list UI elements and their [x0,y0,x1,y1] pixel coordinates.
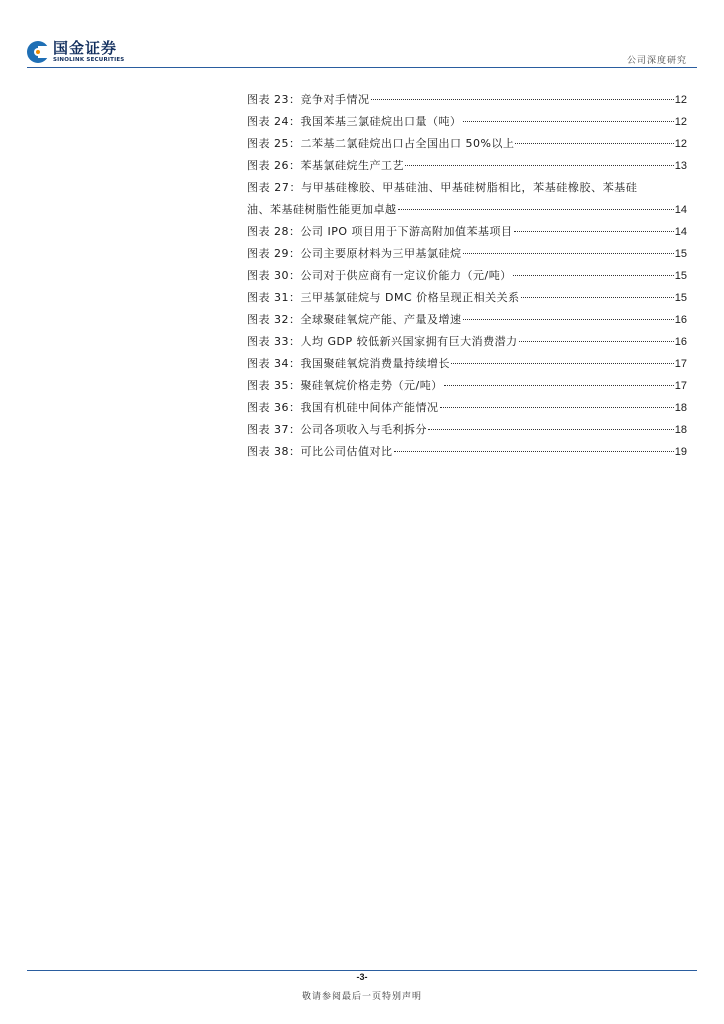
toc-entry-page: 12 [674,138,687,150]
toc-entry-page: 19 [674,446,687,458]
report-type-label: 公司深度研究 [626,56,687,66]
toc-entry-title: 图表 28：公司 IPO 项目用于下游高附加值苯基项目 [247,225,513,238]
header-divider [27,67,697,68]
toc-entry[interactable] [247,287,687,309]
toc-dot-leader [463,252,674,254]
toc-entry-page: 18 [674,424,687,436]
toc-dot-leader [513,274,674,276]
toc-entry-title: 图表 37：公司各项收入与毛利拆分 [247,423,427,436]
toc-dot-leader [371,98,674,100]
toc-entry-page: 17 [674,380,687,392]
logo-icon [27,41,49,63]
toc-entry[interactable] [247,397,687,419]
toc-dot-leader [451,362,674,364]
toc-entry-title: 图表 36：我国有机硅中间体产能情况 [247,401,439,414]
toc-entry-title: 图表 34：我国聚硅氧烷消费量持续增长 [247,357,450,370]
toc-entry-title: 图表 32：全球聚硅氧烷产能、产量及增速 [247,313,462,326]
toc-entry[interactable] [247,89,687,111]
toc-dot-leader [514,230,674,232]
toc-dot-leader [463,120,674,122]
toc-entry-page: 14 [674,226,687,238]
toc-dot-leader [521,296,674,298]
footer-divider [27,970,697,971]
logo-english-name: SINOLINK SECURITIES [53,57,125,63]
toc-dot-leader [444,384,674,386]
toc-dot-leader [440,406,674,408]
toc-entry[interactable] [247,221,687,243]
company-logo [27,40,124,64]
toc-dot-leader [398,208,674,210]
toc-entry-title-line1: 图表 27：与甲基硅橡胶、甲基硅油、甲基硅树脂相比，苯基硅橡胶、苯基硅 [247,181,638,194]
toc-entry-page: 15 [674,292,687,304]
toc-entry[interactable] [247,441,687,463]
toc-dot-leader [394,450,674,452]
toc-entry-page: 13 [674,160,687,172]
toc-entry[interactable] [247,331,687,353]
page-header [0,0,724,70]
toc-entry-page: 14 [674,204,687,216]
toc-entry-title: 图表 30：公司对于供应商有一定议价能力（元/吨） [247,269,512,282]
table-of-figures [247,89,687,463]
toc-entry[interactable] [247,309,687,331]
toc-entry-page: 17 [674,358,687,370]
toc-entry-title: 图表 31：三甲基氯硅烷与 DMC 价格呈现正相关关系 [247,291,520,304]
page-number: -3- [356,972,368,982]
toc-entry[interactable] [247,155,687,177]
toc-dot-leader [463,318,674,320]
toc-entry-title: 油、苯基硅树脂性能更加卓越 [247,203,397,216]
footer-disclaimer: 敬请参阅最后一页特别声明 [301,992,422,1002]
toc-entry-title: 图表 25：二苯基二氯硅烷出口占全国出口 50%以上 [247,137,515,150]
toc-dot-leader [428,428,674,430]
toc-entry-page: 15 [674,248,687,260]
toc-dot-leader [405,164,674,166]
toc-entry[interactable] [247,111,687,133]
toc-entry-page: 15 [674,270,687,282]
toc-entry[interactable] [247,243,687,265]
toc-entry-page: 12 [674,94,687,106]
toc-entry[interactable] [247,133,687,155]
toc-entry-title: 图表 26：苯基氯硅烷生产工艺 [247,159,404,172]
toc-entry[interactable] [247,353,687,375]
toc-entry[interactable] [247,375,687,397]
toc-entry[interactable] [247,265,687,287]
toc-entry-page: 18 [674,402,687,414]
toc-dot-leader [519,340,674,342]
toc-entry-title: 图表 35：聚硅氧烷价格走势（元/吨） [247,379,443,392]
toc-entry-title: 图表 38：可比公司估值对比 [247,445,393,458]
toc-entry-title: 图表 33：人均 GDP 较低新兴国家拥有巨大消费潜力 [247,335,518,348]
toc-entry-title: 图表 29：公司主要原材料为三甲基氯硅烷 [247,247,462,260]
toc-entry[interactable] [247,419,687,441]
toc-entry-page: 16 [674,336,687,348]
toc-entry[interactable] [247,177,687,221]
logo-chinese-name: 国金证券 [53,39,118,57]
toc-entry-title: 图表 24：我国苯基三氯硅烷出口量（吨） [247,115,462,128]
toc-dot-leader [515,142,673,144]
toc-entry-title: 图表 23：竞争对手情况 [247,93,370,106]
toc-entry-page: 12 [674,116,687,128]
toc-entry-page: 16 [674,314,687,326]
